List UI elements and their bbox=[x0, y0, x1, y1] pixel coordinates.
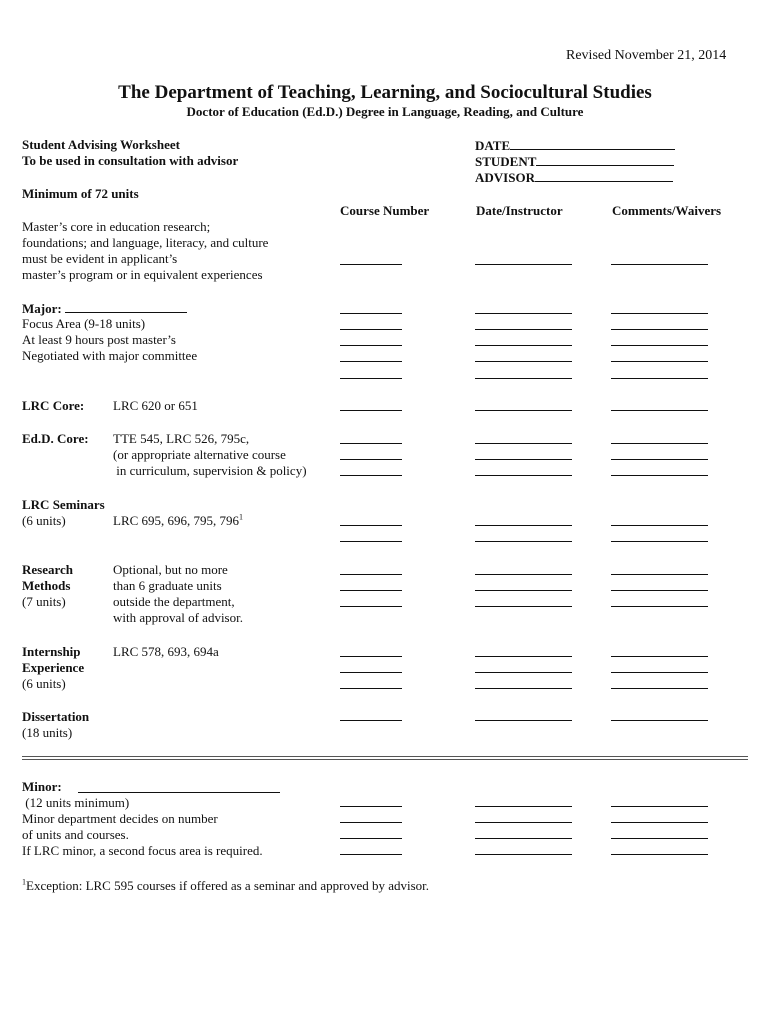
col-date-instructor: Date/Instructor bbox=[476, 203, 563, 218]
student-label: STUDENT bbox=[475, 154, 537, 169]
col-comments-waivers: Comments/Waivers bbox=[612, 203, 722, 218]
comments-waivers-blank[interactable] bbox=[611, 838, 708, 839]
seminars-label: LRC Seminars bbox=[22, 497, 105, 512]
masters-line-4: master’s program or in equivalent experiences bbox=[22, 267, 263, 282]
date-instructor-blank[interactable] bbox=[475, 459, 572, 460]
major-line-3: Negotiated with major committee bbox=[22, 348, 198, 363]
course-number-blank[interactable] bbox=[340, 854, 402, 855]
minor-line-1: (12 units minimum) bbox=[22, 795, 130, 810]
date-instructor-blank[interactable] bbox=[475, 590, 572, 591]
date-instructor-blank[interactable] bbox=[475, 806, 572, 807]
course-number-blank[interactable] bbox=[340, 361, 402, 362]
comments-waivers-blank[interactable] bbox=[611, 313, 708, 314]
date-blank[interactable] bbox=[510, 137, 675, 150]
col-course-number: Course Number bbox=[340, 203, 430, 218]
course-number-blank[interactable] bbox=[340, 264, 402, 265]
internship-label-1: Internship bbox=[22, 644, 81, 659]
lrc-core-label: LRC Core: bbox=[22, 398, 85, 413]
date-instructor-blank[interactable] bbox=[475, 672, 572, 673]
comments-waivers-blank[interactable] bbox=[611, 574, 708, 575]
comments-waivers-blank[interactable] bbox=[611, 361, 708, 362]
course-number-blank[interactable] bbox=[340, 475, 402, 476]
minor-label: Minor: bbox=[22, 779, 62, 794]
course-number-blank[interactable] bbox=[340, 329, 402, 330]
major-line-1: Focus Area (9-18 units) bbox=[22, 316, 146, 331]
comments-waivers-blank[interactable] bbox=[611, 329, 708, 330]
comments-waivers-blank[interactable] bbox=[611, 345, 708, 346]
course-number-blank[interactable] bbox=[340, 688, 402, 689]
date-instructor-blank[interactable] bbox=[475, 313, 572, 314]
date-instructor-blank[interactable] bbox=[475, 574, 572, 575]
research-units: (7 units) bbox=[22, 594, 66, 609]
research-label-2: Methods bbox=[22, 578, 71, 593]
advisor-blank[interactable] bbox=[535, 169, 673, 182]
student-field[interactable] bbox=[475, 153, 674, 170]
course-number-blank[interactable] bbox=[340, 590, 402, 591]
major-blank[interactable] bbox=[65, 300, 187, 313]
course-number-blank[interactable] bbox=[340, 443, 402, 444]
date-instructor-blank[interactable] bbox=[475, 688, 572, 689]
internship-label-2: Experience bbox=[22, 660, 85, 675]
comments-waivers-blank[interactable] bbox=[611, 606, 708, 607]
masters-line-1: Master’s core in education research; bbox=[22, 219, 211, 234]
worksheet-note: To be used in consultation with advisor bbox=[22, 153, 239, 168]
course-number-blank[interactable] bbox=[340, 459, 402, 460]
minor-line-3: of units and courses. bbox=[22, 827, 129, 842]
seminars-desc-wrap bbox=[113, 513, 243, 529]
course-number-blank[interactable] bbox=[340, 822, 402, 823]
date-instructor-blank[interactable] bbox=[475, 656, 572, 657]
comments-waivers-blank[interactable] bbox=[611, 525, 708, 526]
comments-waivers-blank[interactable] bbox=[611, 854, 708, 855]
course-number-blank[interactable] bbox=[340, 574, 402, 575]
comments-waivers-blank[interactable] bbox=[611, 410, 708, 411]
dissertation-units: (18 units) bbox=[22, 725, 73, 740]
course-number-blank[interactable] bbox=[340, 606, 402, 607]
course-number-blank[interactable] bbox=[340, 541, 402, 542]
date-instructor-blank[interactable] bbox=[475, 443, 572, 444]
date-instructor-blank[interactable] bbox=[475, 525, 572, 526]
internship-desc: LRC 578, 693, 694a bbox=[113, 644, 219, 659]
course-number-blank[interactable] bbox=[340, 672, 402, 673]
edd-core-line-3: in curriculum, supervision & policy) bbox=[113, 463, 307, 478]
masters-line-3: must be evident in applicant’s bbox=[22, 251, 178, 266]
date-instructor-blank[interactable] bbox=[475, 264, 572, 265]
course-number-blank[interactable] bbox=[340, 410, 402, 411]
comments-waivers-blank[interactable] bbox=[611, 459, 708, 460]
course-number-blank[interactable] bbox=[340, 378, 402, 379]
date-instructor-blank[interactable] bbox=[475, 361, 572, 362]
date-label: DATE bbox=[475, 138, 511, 153]
internship-units: (6 units) bbox=[22, 676, 66, 691]
date-instructor-blank[interactable] bbox=[475, 329, 572, 330]
comments-waivers-blank[interactable] bbox=[611, 590, 708, 591]
date-instructor-blank[interactable] bbox=[475, 475, 572, 476]
edd-core-line-2: (or appropriate alternative course bbox=[113, 447, 286, 462]
minimum-units: Minimum of 72 units bbox=[22, 186, 139, 201]
research-line-1: Optional, but no more bbox=[113, 562, 228, 577]
edd-core-label: Ed.D. Core: bbox=[22, 431, 89, 446]
revised-date: Revised November 21, 2014 bbox=[566, 48, 727, 63]
date-instructor-blank[interactable] bbox=[475, 378, 572, 379]
date-field[interactable] bbox=[475, 137, 675, 154]
edd-core-line-1: TTE 545, LRC 526, 795c, bbox=[113, 431, 250, 446]
course-number-blank[interactable] bbox=[340, 838, 402, 839]
course-number-blank[interactable] bbox=[340, 720, 402, 721]
comments-waivers-blank[interactable] bbox=[611, 264, 708, 265]
date-instructor-blank[interactable] bbox=[475, 838, 572, 839]
research-line-2: than 6 graduate units bbox=[113, 578, 222, 593]
course-number-blank[interactable] bbox=[340, 345, 402, 346]
comments-waivers-blank[interactable] bbox=[611, 378, 708, 379]
date-instructor-blank[interactable] bbox=[475, 345, 572, 346]
research-line-4: with approval of advisor. bbox=[113, 610, 243, 625]
minor-line-2: Minor department decides on number bbox=[22, 811, 218, 826]
date-instructor-blank[interactable] bbox=[475, 822, 572, 823]
page-title: The Department of Teaching, Learning, and Sociocultural Studies bbox=[118, 82, 652, 103]
comments-waivers-blank[interactable] bbox=[611, 822, 708, 823]
course-number-blank[interactable] bbox=[340, 656, 402, 657]
footnote bbox=[22, 878, 429, 894]
comments-waivers-blank[interactable] bbox=[611, 806, 708, 807]
major-field[interactable] bbox=[22, 300, 187, 317]
page-subtitle: Doctor of Education (Ed.D.) Degree in Language, Reading, and Culture bbox=[186, 104, 584, 119]
research-line-3: outside the department, bbox=[113, 594, 235, 609]
lrc-core-desc: LRC 620 or 651 bbox=[113, 398, 198, 413]
minor-line-4: If LRC minor, a second focus area is required. bbox=[22, 843, 263, 858]
worksheet-title: Student Advising Worksheet bbox=[22, 137, 180, 152]
comments-waivers-blank[interactable] bbox=[611, 720, 708, 721]
advisor-label: ADVISOR bbox=[475, 170, 535, 185]
minor-field[interactable] bbox=[22, 779, 62, 795]
comments-waivers-blank[interactable] bbox=[611, 672, 708, 673]
date-instructor-blank[interactable] bbox=[475, 720, 572, 721]
comments-waivers-blank[interactable] bbox=[611, 443, 708, 444]
comments-waivers-blank[interactable] bbox=[611, 541, 708, 542]
section-divider-top bbox=[22, 756, 748, 757]
minor-blank[interactable] bbox=[78, 792, 280, 793]
major-line-2: At least 9 hours post master’s bbox=[22, 332, 176, 347]
footnote-text: Exception: LRC 595 courses if offered as a seminar and approved by advisor. bbox=[26, 878, 430, 893]
date-instructor-blank[interactable] bbox=[475, 854, 572, 855]
course-number-blank[interactable] bbox=[340, 806, 402, 807]
research-label-1: Research bbox=[22, 562, 74, 577]
comments-waivers-blank[interactable] bbox=[611, 475, 708, 476]
major-label: Major: bbox=[22, 301, 62, 316]
date-instructor-blank[interactable] bbox=[475, 606, 572, 607]
student-blank[interactable] bbox=[536, 153, 674, 166]
section-divider-bottom bbox=[22, 759, 748, 760]
masters-line-2: foundations; and language, literacy, and culture bbox=[22, 235, 269, 250]
seminars-footnote-mark: 1 bbox=[239, 512, 244, 522]
comments-waivers-blank[interactable] bbox=[611, 656, 708, 657]
date-instructor-blank[interactable] bbox=[475, 541, 572, 542]
seminars-units: (6 units) bbox=[22, 513, 66, 528]
course-number-blank[interactable] bbox=[340, 525, 402, 526]
comments-waivers-blank[interactable] bbox=[611, 688, 708, 689]
advisor-field[interactable] bbox=[475, 169, 673, 186]
course-number-blank[interactable] bbox=[340, 313, 402, 314]
seminars-desc: LRC 695, 696, 795, 796 bbox=[113, 513, 240, 528]
date-instructor-blank[interactable] bbox=[475, 410, 572, 411]
footnote-mark: 1 bbox=[22, 877, 26, 887]
dissertation-label: Dissertation bbox=[22, 709, 90, 724]
